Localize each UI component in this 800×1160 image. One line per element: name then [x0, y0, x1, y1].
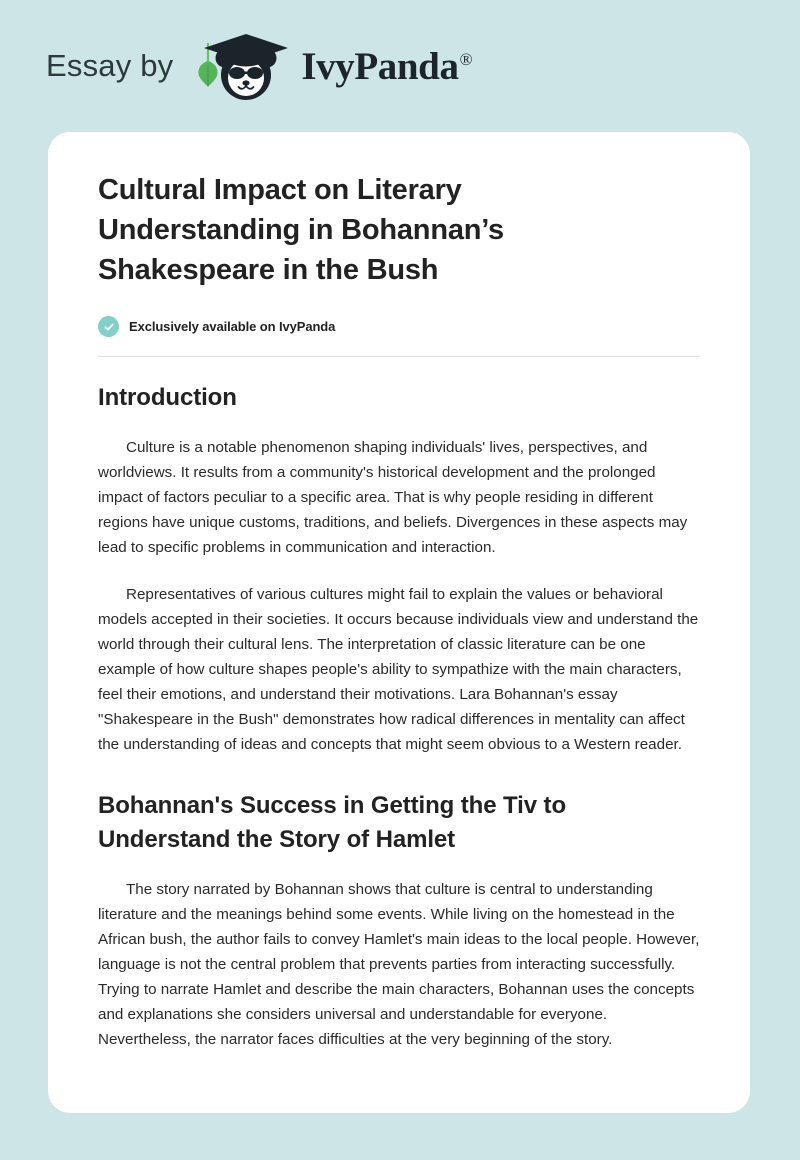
brand-name-text: IvyPanda — [301, 44, 459, 88]
exclusivity-badge-label: Exclusively available on IvyPanda — [129, 319, 336, 335]
paragraph: The story narrated by Bohannan shows that culture is central to understanding literature and the meanings behind some events. While living on the homestead in the African bush, the author fails to convey Hamlet's main ideas to the local people. However, language is not the central problem that prevents parties from interacting successfully. Trying to narrate Hamlet and describe the main characters, Bohannan uses the concepts and explanations she considers universal and understandable for everyone. Nevertheless, the narrator faces difficulties at the very beginning of the story. — [98, 881, 700, 1049]
ivypanda-brand-lockup[interactable] — [191, 29, 472, 103]
registered-trademark-icon: ® — [459, 49, 473, 69]
panda-graduate-logo-icon — [191, 29, 299, 103]
ivypanda-wordmark — [301, 44, 472, 89]
paragraph: Culture is a notable phenomenon shaping individuals' lives, perspectives, and worldviews. It results from a community's historical development and the prolonged impact of factors peculiar to a specific area. That is why people residing in different regions have unique customs, traditions, and beliefs. Divergences in these aspects may lead to specific problems in communication and interaction. — [98, 439, 688, 557]
exclusivity-badge — [98, 316, 700, 337]
page-title: Cultural Impact on Literary Understanding in Bohannan’s Shakespeare in the Bush — [98, 174, 504, 287]
essay-by-label: Essay by — [46, 48, 174, 83]
check-circle-icon — [98, 316, 119, 337]
section-heading-bohannans-success: Bohannan's Success in Getting the Tiv to Understand the Story of Hamlet — [98, 792, 567, 854]
essay-card — [48, 132, 750, 1113]
page-header — [0, 0, 800, 132]
header-divider — [98, 356, 700, 357]
section-heading-introduction: Introduction — [98, 384, 237, 412]
paragraph: Representatives of various cultures might fail to explain the values or behavioral models accepted in their societies. It occurs because individuals view and understand the world through their cultural lens. The interpretation of classic literature can be one example of how culture shapes people's ability to sympathize with the main characters, feel their emotions, and understand their motivations. Lara Bohannan's essay "Shakespeare in the Bush" demonstrates how radical differences in mentality can affect the understanding of ideas and concepts that might seem obvious to a Western reader. — [98, 586, 699, 754]
